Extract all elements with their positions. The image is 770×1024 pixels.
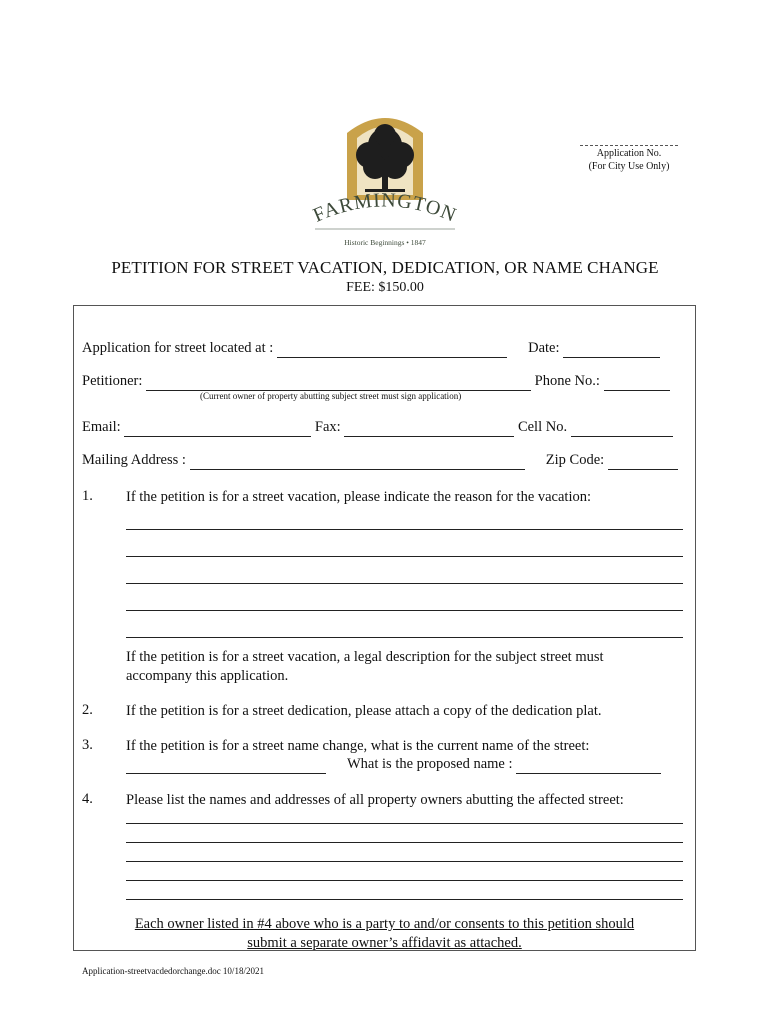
date-field[interactable] [563, 340, 660, 358]
form-border [73, 305, 696, 951]
mailing-field[interactable] [190, 452, 525, 470]
owner-line-1[interactable] [126, 823, 683, 824]
reason-line-2[interactable] [126, 556, 683, 557]
reason-line-5[interactable] [126, 637, 683, 638]
owner-line-3[interactable] [126, 861, 683, 862]
item-3-number: 3. [82, 737, 93, 753]
item-3-question: If the petition is for a street name change, what is the current name of the street: [126, 738, 590, 754]
zip-field[interactable] [608, 452, 678, 470]
application-number-line[interactable] [580, 145, 678, 146]
application-number-note: (For City Use Only) [588, 161, 670, 172]
item-1-question: If the petition is for a street vacation, please indicate the reason for the vacation: [126, 489, 592, 505]
farmington-logo [305, 105, 465, 253]
cell-label: Cell No. [517, 419, 568, 435]
petitioner-field[interactable] [146, 373, 531, 391]
logo-tagline: Historic Beginnings • 1847 [344, 238, 426, 247]
current-name-field[interactable] [126, 756, 326, 774]
closing-line-1: Each owner listed in #4 above who is a party to and/or consents to this petition should [134, 916, 635, 932]
reason-line-1[interactable] [126, 529, 683, 530]
logo-name: FARMINGTON [309, 189, 460, 227]
street-row [82, 340, 682, 358]
item-1-note: If the petition is for a street vacation, a legal description for the subject street must accompany this application. [126, 649, 604, 684]
page-title: PETITION FOR STREET VACATION, DEDICATION, OR NAME CHANGE [111, 258, 659, 277]
street-label: Application for street located at : [82, 340, 274, 356]
owner-line-2[interactable] [126, 842, 683, 843]
petitioner-label: Petitioner: [82, 373, 143, 389]
svg-text:FARMINGTON [310, 189, 460, 226]
closing-line-2: submit a separate owner’s affidavit as attached. [247, 935, 522, 951]
fee-text: FEE: $150.00 [346, 280, 424, 295]
phone-label: Phone No.: [534, 373, 600, 389]
petitioner-note: (Current owner of property abutting subject street must sign application) [200, 391, 462, 401]
mailing-row [82, 452, 682, 470]
application-number [580, 145, 678, 173]
item-3-fields [126, 756, 661, 774]
cell-field[interactable] [571, 419, 673, 437]
owner-line-4[interactable] [126, 880, 683, 881]
item-1-number: 1. [82, 488, 93, 504]
petitioner-row [82, 373, 682, 391]
date-label: Date: [528, 340, 560, 356]
street-field[interactable] [277, 340, 507, 358]
contact-row [82, 419, 682, 437]
proposed-name-field[interactable] [516, 756, 661, 774]
mailing-label: Mailing Address : [82, 452, 186, 468]
item-4-question: Please list the names and addresses of all property owners abutting the affected street: [126, 792, 624, 808]
fax-label: Fax: [314, 419, 341, 435]
email-field[interactable] [124, 419, 311, 437]
proposed-name-label: What is the proposed name : [347, 756, 513, 772]
application-number-label: Application No. [596, 148, 662, 159]
owner-line-5[interactable] [126, 899, 683, 900]
item-4-number: 4. [82, 791, 93, 807]
phone-field[interactable] [604, 373, 670, 391]
item-2-number: 2. [82, 702, 93, 718]
document-footer: Application-streetvacdedorchange.doc 10/18/2021 [82, 966, 264, 976]
email-label: Email: [82, 419, 121, 435]
zip-label: Zip Code: [545, 452, 605, 468]
reason-line-3[interactable] [126, 583, 683, 584]
reason-line-4[interactable] [126, 610, 683, 611]
item-2-question: If the petition is for a street dedication, please attach a copy of the dedication plat. [126, 703, 602, 719]
fax-field[interactable] [344, 419, 514, 437]
